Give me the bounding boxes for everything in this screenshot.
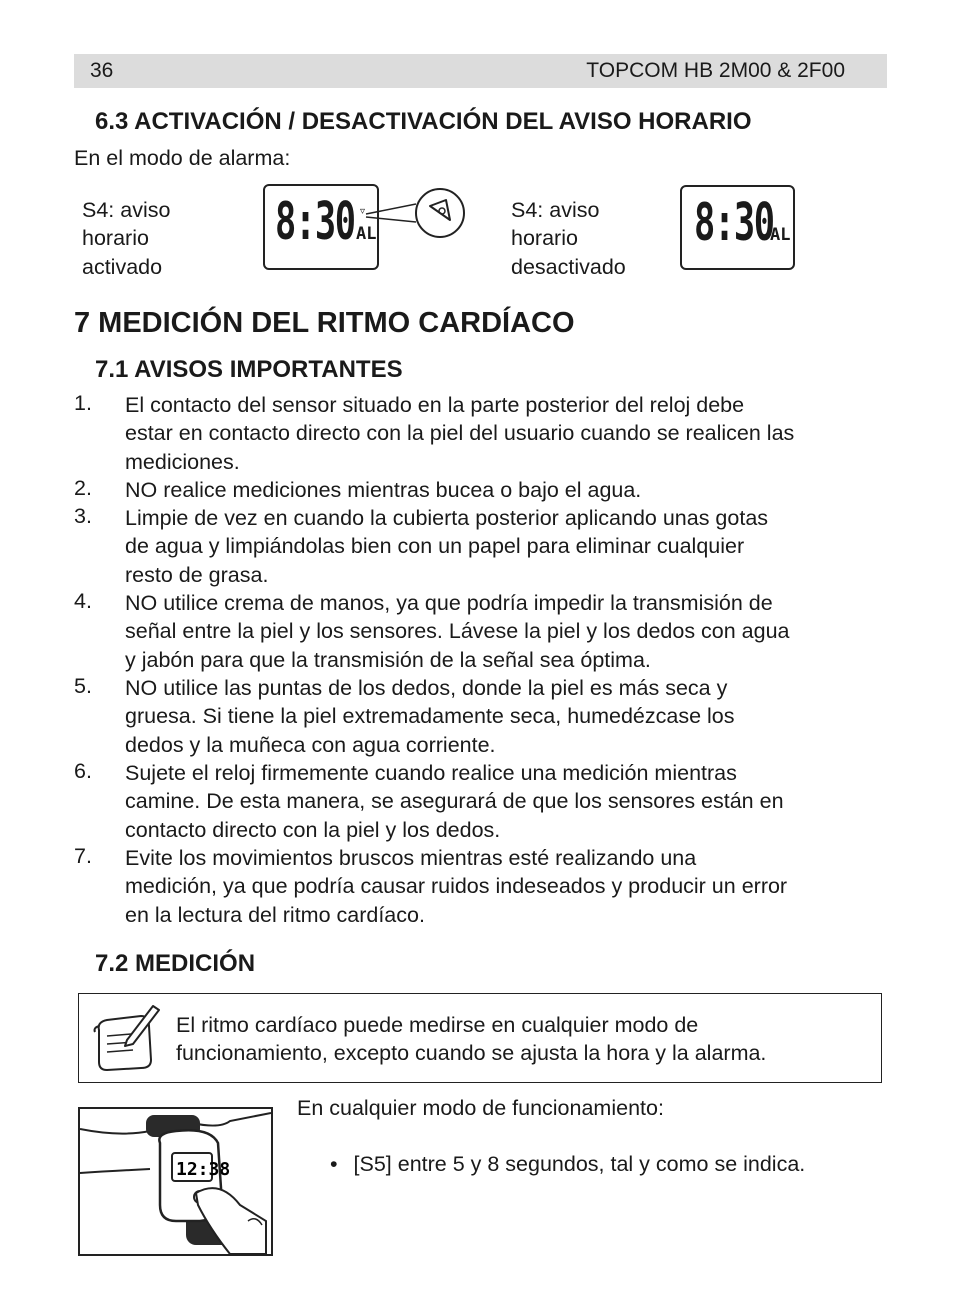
list-item [125,476,895,504]
list-item-line: mediciones. [125,449,240,474]
list-item-line: NO realice mediciones mientras bucea o bajo el agua. [125,478,642,502]
caption-line: desactivado [511,254,626,279]
list-item-line: medición, ya que podría causar ruidos indeseados y producir un error [125,874,788,899]
note-pencil-icon [91,1002,161,1074]
caption-line: horario [511,226,578,251]
section-7-heading: 7 MEDICIÓN DEL RITMO CARDÍACO [74,307,575,339]
list-item-number: 7. [74,844,92,868]
list-item-line: dedos y la muñeca con agua corriente. [125,732,496,757]
note-line: funcionamiento, excepto cuando se ajusta la hora y la alarma. [176,1041,767,1066]
list-item-line: de agua y limpiándolas bien con un papel para eliminar cualquier [125,534,745,559]
list-item-number: 2. [74,476,92,500]
watch-display-time: 12:38 [176,1159,231,1180]
list-item [125,504,895,589]
note-text [176,1011,876,1068]
list-item-line: Limpie de vez en cuando la cubierta posterior aplicando unas gotas [125,506,769,530]
caption-line: activado [82,254,163,279]
list-item-line: NO utilice las puntas de los dedos, donde la piel es más seca y [125,676,728,700]
list-item-number: 1. [74,391,92,415]
list-item-line: contacto directo con la piel y los dedos. [125,817,501,842]
list-item-line: estar en contacto directo con la piel del usuario cuando se realicen las [125,421,795,446]
list-item-line: en la lectura del ritmo cardíaco. [125,902,425,927]
section-7-2-heading: 7.2 MEDICIÓN [95,950,256,977]
bell-callout-icon [358,184,468,244]
bullet-symbol: • [330,1152,338,1176]
wrist-watch-icon [80,1109,271,1254]
lcd-display-chime-off [680,185,795,270]
list-item [125,759,895,844]
small-bell-icon: ▿ [360,206,366,217]
list-item [125,589,895,674]
list-item [125,391,895,476]
note-box [78,993,882,1083]
alarm-mode-intro: En el modo de alarma: [74,146,291,170]
list-item-line: camine. De esta manera, se asegurará de que los sensores están en [125,789,784,814]
bullet-text: [S5] entre 5 y 8 segundos, tal y como se indica. [353,1152,806,1176]
caption-chime-off [511,196,626,281]
list-item-number: 4. [74,589,92,613]
list-item-line: señal entre la piel y los sensores. Lávese la piel y los dedos con agua [125,619,790,644]
lcd-time: 8:30 [694,193,774,253]
list-item-number: 5. [74,674,92,698]
list-item-number: 6. [74,759,92,783]
list-item [125,844,895,929]
any-mode-text: En cualquier modo de funcionamiento: [297,1096,664,1120]
list-item-number: 3. [74,504,92,528]
list-item-line: Evite los movimientos bruscos mientras esté realizando una [125,846,697,870]
document-title: TOPCOM HB 2M00 & 2F00 [586,59,845,82]
list-item-line: gruesa. Si tiene la piel extremadamente seca, humedézcase los [125,704,735,729]
page-header [74,54,887,88]
list-item-line: y jabón para que la transmisión de la señal sea óptima. [125,647,651,672]
list-item-line: NO utilice crema de manos, ya que podría impedir la transmisión de [125,591,773,615]
caption-line: S4: aviso [511,198,600,222]
section-6-3-heading: 6.3 ACTIVACIÓN / DESACTIVACIÓN DEL AVISO HORARIO [95,108,752,135]
lcd-time: 8:30 [275,192,355,252]
page-number: 36 [90,59,114,82]
lcd-alarm-indicator: AL [356,224,377,244]
lcd-alarm-indicator: AL [770,225,791,245]
caption-line: S4: aviso [82,198,171,222]
note-line: El ritmo cardíaco puede medirse en cualquier modo de [176,1013,699,1037]
caption-chime-on [82,196,170,281]
list-item-line: El contacto del sensor situado en la parte posterior del reloj debe [125,393,745,417]
caption-line: horario [82,226,149,251]
section-7-1-heading: 7.1 AVISOS IMPORTANTES [95,356,403,383]
watch-measurement-illustration [78,1107,273,1256]
list-item-line: resto de grasa. [125,562,269,587]
bullet-item [330,1150,805,1178]
list-item [125,674,895,759]
list-item-line: Sujete el reloj firmemente cuando realice una medición mientras [125,761,737,785]
